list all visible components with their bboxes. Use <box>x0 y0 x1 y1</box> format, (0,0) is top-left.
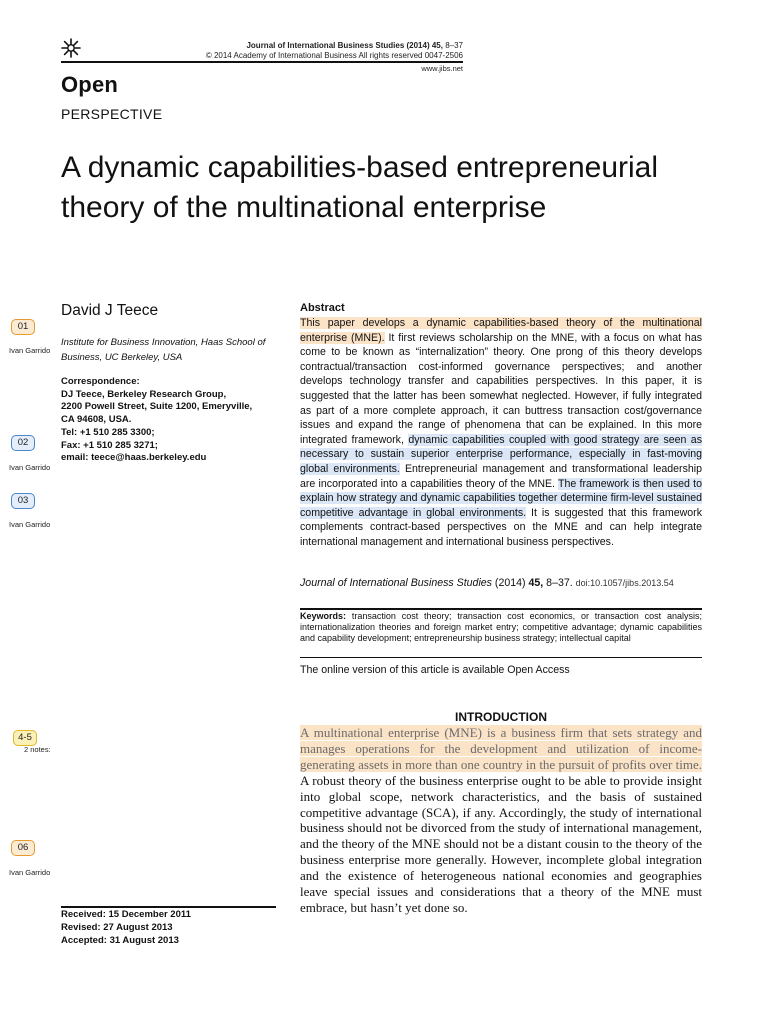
annotation-badge-02[interactable]: 02 <box>11 435 35 451</box>
introduction-text: A robust theory of the business enterprise ought to be able to provide insight into global scope, network characteristics, and the basis of sustained competitive advantage (SCA), if any. Accordingly, the study of international business should not be divorced from the study of international management, and the theory of the MNE should not be a distant cousin to the theory of the business enterprise more generally. However, incomplete global integration and the existence of heterogeneous national economies and geographies leave special issues and considerations that a theory of the MNE must embrace, but hasn’t yet done so. <box>300 772 702 915</box>
date-accepted: Accepted: 31 August 2013 <box>61 935 179 946</box>
correspondence-name: DJ Teece, Berkeley Research Group, <box>61 388 227 400</box>
annotation-count-4-5: 2 notes: <box>24 745 51 754</box>
date-received: Received: 15 December 2011 <box>61 909 191 920</box>
correspondence-email[interactable]: email: teece@haas.berkeley.edu <box>61 452 207 464</box>
abstract-text-2: Entrepreneurial management and transformational leadership are incorporated into a capabilities theory of the MNE. <box>300 462 703 490</box>
introduction-highlight-4-5[interactable]: A multinational enterprise (MNE) is a business firm that sets strategy and manages operations for the development and utilization of income-generating assets in more than one country in the pursuit of profits over time. <box>300 725 702 772</box>
author-affiliation: Institute for Business Innovation, Haas School of Business, UC Berkeley, USA <box>61 337 266 363</box>
annotation-author-01: Ivan Garrido <box>9 346 51 355</box>
introduction-heading: INTRODUCTION <box>455 710 547 724</box>
correspondence-tel: Tel: +1 510 285 3300; <box>61 426 155 438</box>
annotation-author-06: Ivan Garrido <box>9 868 51 877</box>
open-access-notice: The online version of this article is available Open Access <box>300 664 570 676</box>
journal-logo-icon <box>61 38 81 58</box>
annotation-badge-4-5[interactable]: 4-5 <box>13 730 37 746</box>
abstract-body <box>300 316 702 550</box>
annotation-author-03: Ivan Garrido <box>9 520 51 529</box>
correspondence-fax: Fax: +1 510 285 3271; <box>61 439 158 451</box>
annotation-author-02: Ivan Garrido <box>9 463 51 472</box>
annotation-badge-03[interactable]: 03 <box>11 493 35 509</box>
introduction-body <box>300 725 702 916</box>
journal-pages: 8–37 <box>445 41 463 50</box>
correspondence-label: Correspondence: <box>61 376 140 387</box>
abstract-text-3: It is suggested that this framework complements contract-based perspectives on the MNE and can help integrate international management and international business perspectives. <box>300 506 702 548</box>
header-rule <box>61 61 463 63</box>
annotation-badge-01[interactable]: 01 <box>11 319 35 335</box>
keywords-rule <box>300 608 702 610</box>
abstract-highlight-03[interactable]: The framework is then used to explain how strategy and dynamic capabilities together determine firm-level sustained competitive advantage in global environments. <box>300 477 702 519</box>
keywords-block <box>300 611 702 644</box>
annotation-badge-06[interactable]: 06 <box>11 840 35 856</box>
citation-year: (2014) <box>491 577 529 589</box>
copyright-line: © 2014 Academy of International Business All rights reserved 0047-2506 <box>205 51 463 60</box>
citation-pages: 8–37. <box>543 577 576 589</box>
history-dates <box>61 908 276 947</box>
journal-name: Journal of International Business Studies (2014) 45, <box>246 41 443 50</box>
citation-doi[interactable]: doi:10.1057/jibs.2013.54 <box>575 578 674 588</box>
article-title: A dynamic capabilities-based entrepreneurial theory of the multinational enterprise <box>61 151 659 224</box>
author-name: David J Teece <box>61 302 159 319</box>
citation-journal: Journal of International Business Studies <box>300 577 492 589</box>
journal-header <box>200 41 463 61</box>
correspondence-block <box>61 376 276 465</box>
abstract-highlight-02[interactable]: dynamic capabilities coupled with good strategy are seen as necessary to sustain superior enterprise performance, especially in fast-moving global environments. <box>300 433 702 475</box>
abstract-text-1: It first reviews scholarship on the MNE, with a focus on what has come to be known as “internalization” theory. One prong of this theory develops contractual/transaction cost-informed governance perspectives; and another develops technology transfer and capabilities perspectives. In this paper, it is suggested that the latter has been somewhat neglected. However, if fully integrated as part of a more complete approach, it can buttress transaction cost/governance issues and expand the range of phenomena that can be explained. In this more integrated framework, <box>300 331 703 446</box>
article-citation <box>300 577 702 589</box>
correspondence-street: 2200 Powell Street, Suite 1200, Emeryville, <box>61 401 253 413</box>
date-revised: Revised: 27 August 2013 <box>61 922 173 933</box>
keywords-text: transaction cost theory; transaction cost economics, or transaction cost analysis; internationalization theories and foreign market entry; competitive advantage; dynamic capabilities and capability development; entrepreneurship business strategy; intellectual capital <box>300 611 702 643</box>
article-category: PERSPECTIVE <box>61 106 163 122</box>
keywords-label: Keywords: <box>300 611 347 621</box>
keywords-bottom-rule <box>300 657 702 658</box>
abstract-heading: Abstract <box>300 302 345 314</box>
journal-website-link[interactable]: www.jibs.net <box>421 64 463 73</box>
open-access-label: Open <box>61 72 119 97</box>
citation-volume: 45, <box>528 577 544 589</box>
correspondence-city: CA 94608, USA. <box>61 414 132 426</box>
abstract-highlight-01[interactable]: This paper develops a dynamic capabilities-based theory of the multinational enterprise (MNE). <box>300 317 702 344</box>
